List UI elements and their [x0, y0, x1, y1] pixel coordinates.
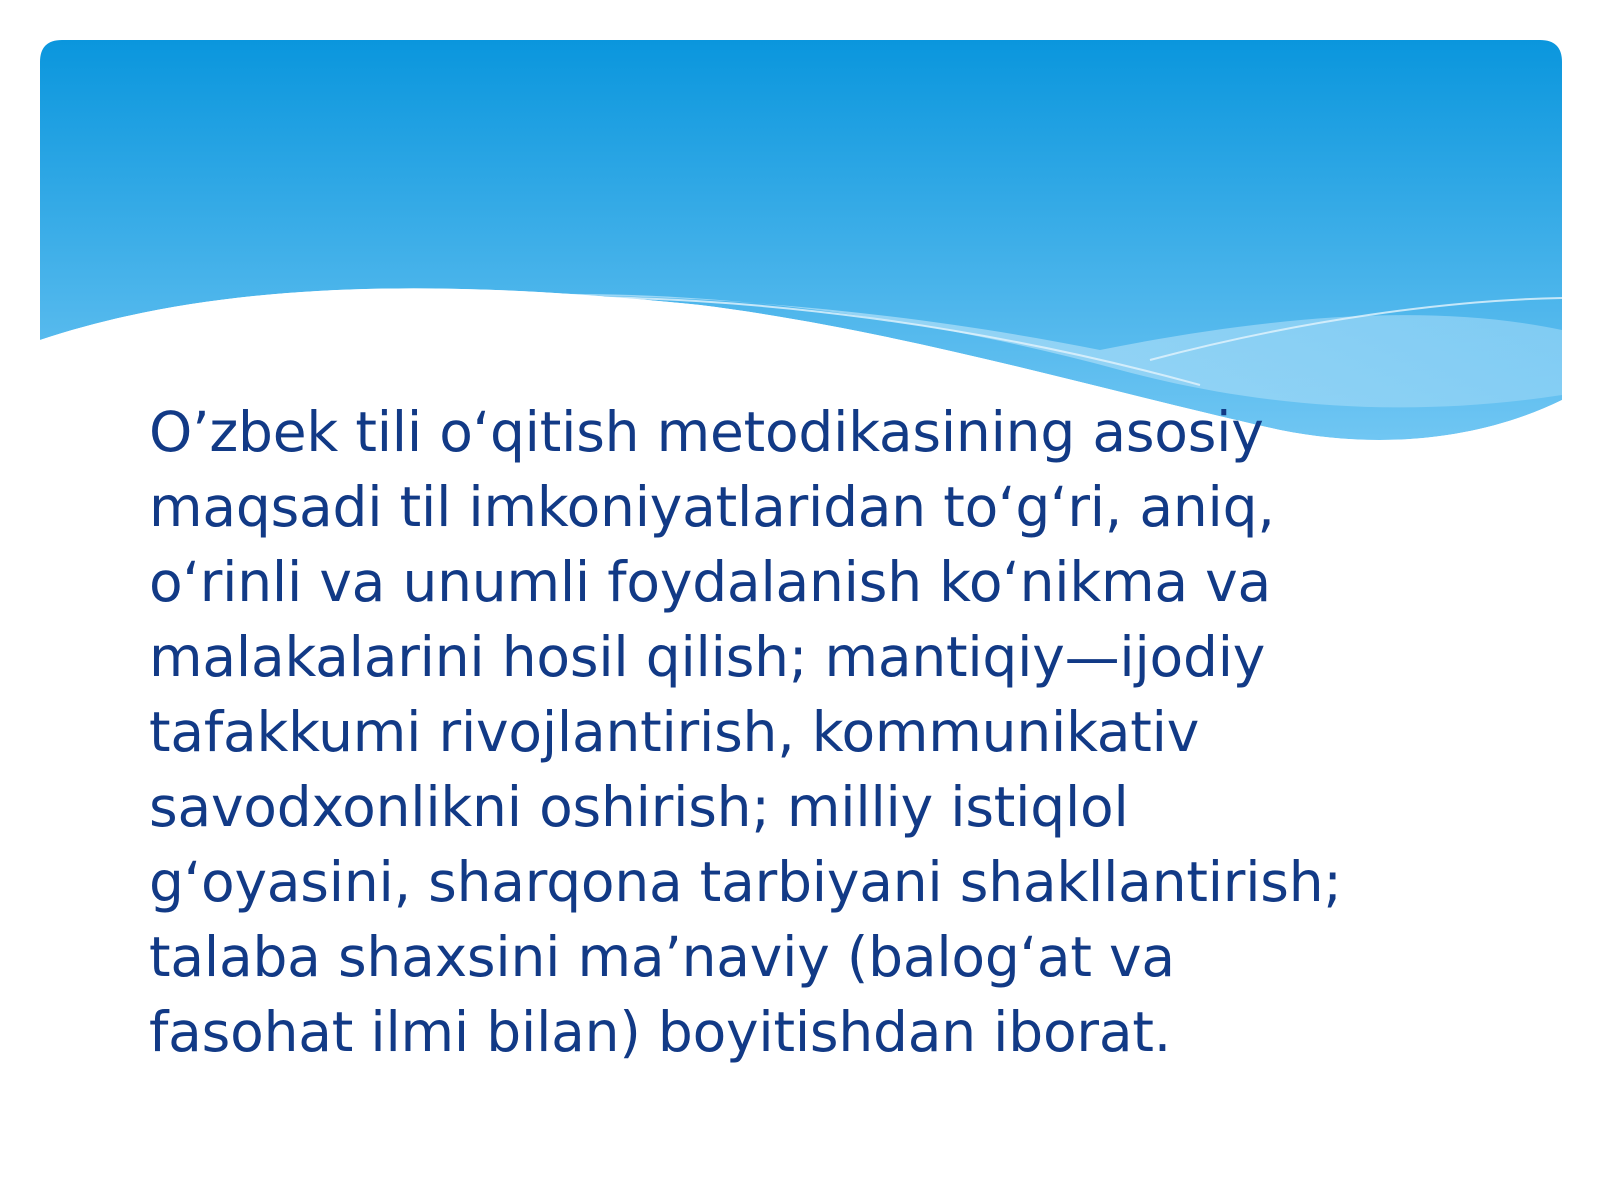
body-line: maqsadi til imkoniyatlaridan to‘g‘ri, aniq, — [149, 475, 1275, 539]
body-line: savodxonlikni oshirish; milliy istiqlol — [149, 775, 1129, 839]
body-line: malakalarini hosil qilish; mantiqiy—ijodiy — [149, 625, 1266, 689]
slide-body-text — [149, 395, 1469, 1070]
body-line: fasohat ilmi bilan) boyitishdan iborat. — [149, 1000, 1171, 1064]
body-line: g‘oyasini, sharqona tarbiyani shakllantirish; — [149, 850, 1342, 914]
body-line: o‘rinli va unumli foydalanish ko‘nikma va — [149, 550, 1271, 614]
header-wave-decoration — [0, 0, 1600, 460]
body-line: talaba shaxsini ma’naviy (balog‘at va — [149, 925, 1175, 989]
body-line: O’zbek tili o‘qitish metodikasining asosiy — [149, 400, 1264, 464]
body-line: tafakkumi rivojlantirish, kommunikativ — [149, 700, 1200, 764]
